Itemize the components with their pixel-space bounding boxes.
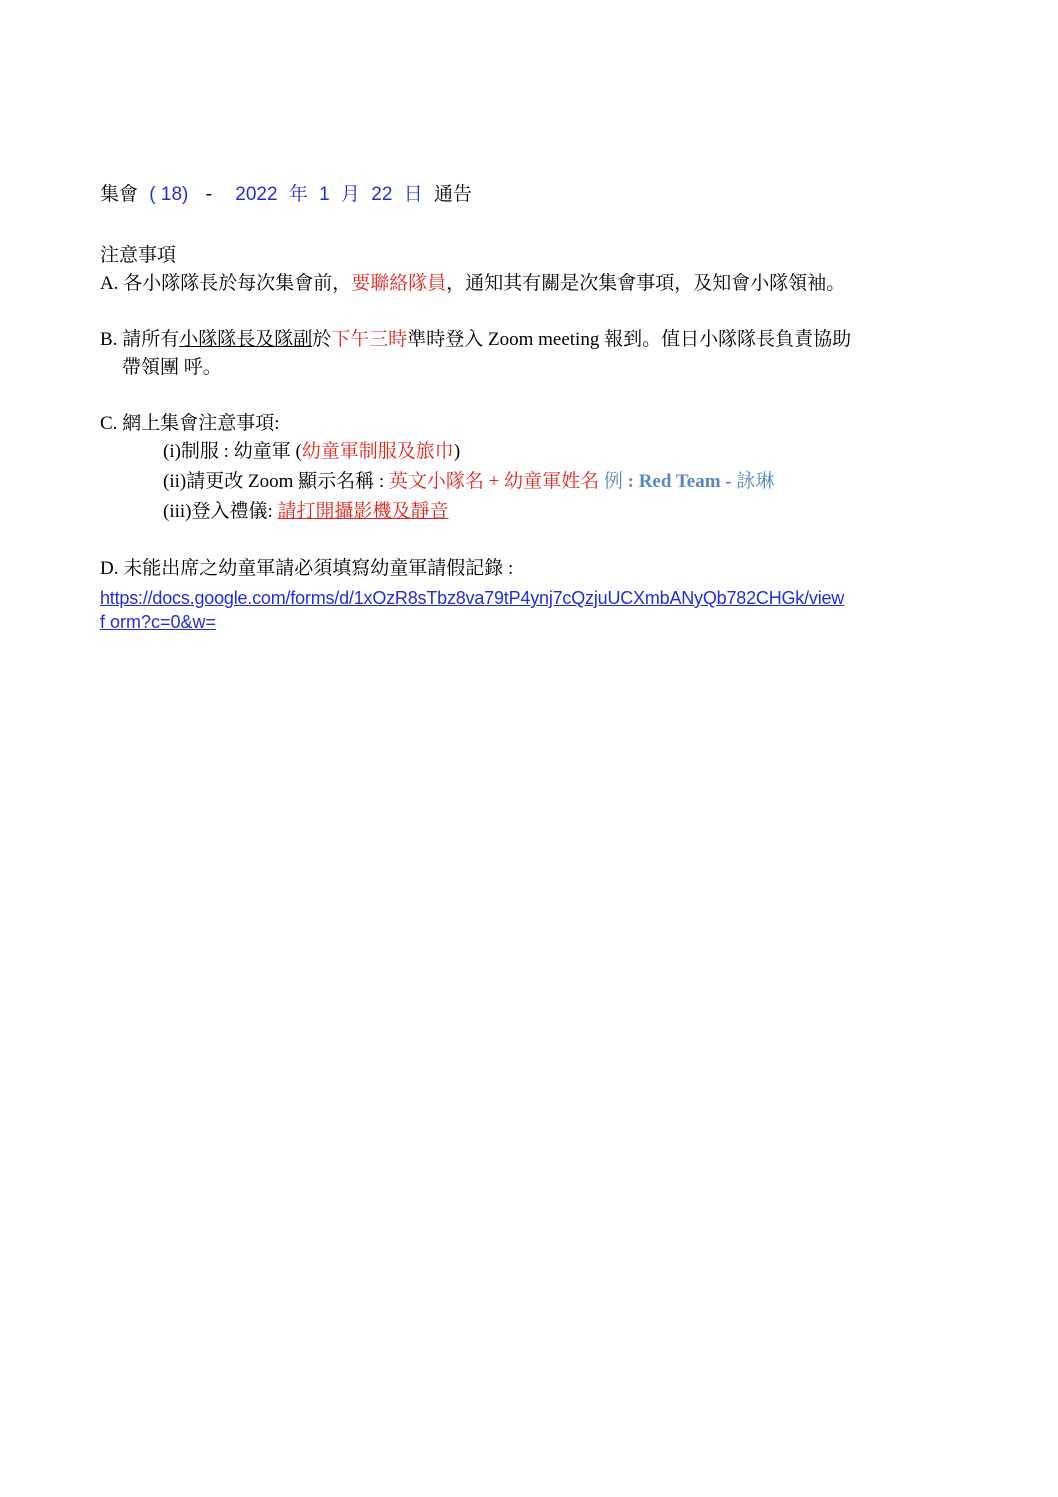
item-b-highlight: 下午三時	[331, 329, 408, 350]
item-b-text-1: 請所有	[122, 329, 180, 350]
item-c-marker: C.	[100, 413, 118, 434]
item-c-sub-3-highlight: 請打開攝影機及靜音	[277, 501, 449, 522]
leave-form-link-line-2[interactable]	[100, 609, 216, 635]
title-dash: -	[205, 184, 212, 205]
item-c-heading: 網上集會注意事項:	[122, 413, 280, 434]
title-day: 22	[371, 184, 393, 205]
title-prefix: 集會	[100, 184, 139, 205]
item-c-sub-1-text-1: (i)制服 : 幼童軍 (	[163, 441, 302, 462]
item-a-highlight: 要聯絡隊員	[351, 273, 447, 294]
item-b-marker: B.	[100, 329, 118, 350]
item-c-sub-1-highlight: 幼童軍制服及旅巾	[301, 441, 454, 462]
item-c-sub-2-example-label: 例	[599, 471, 623, 492]
item-b-line-2: 帶領團 呼。	[122, 357, 222, 378]
item-c-sub-3-text-1: (iii)登入禮儀:	[163, 501, 278, 522]
title-suffix: 通告	[434, 184, 473, 205]
item-a-text-2: ，通知其有關是次集會事項，及知會小隊領袖。	[446, 273, 846, 294]
title-month: 1	[319, 184, 330, 205]
item-c-sub-1-text-2: )	[453, 441, 461, 462]
item-b-text-3: 準時登入 Zoom meeting 報到。值日小隊隊長負責協助	[407, 329, 852, 350]
item-c-sub-1	[163, 439, 460, 465]
notice-title	[100, 182, 472, 208]
notes-heading: 注意事項	[100, 245, 177, 266]
item-d	[100, 556, 513, 582]
item-c	[100, 411, 279, 437]
title-year: 2022	[235, 184, 278, 205]
title-month-unit: 月	[340, 184, 360, 205]
leave-form-link[interactable]: https://docs.google.com/forms/d/1xOzR8sTbz8va79tP4ynj7cQzjuUCXmbANyQb782CHGk/view	[100, 588, 845, 608]
item-c-sub-2	[163, 469, 774, 495]
item-c-sub-2-example-en: : Red Team -	[622, 471, 737, 492]
item-d-text: 未能出席之幼童軍請必須填寫幼童軍請假記錄 :	[123, 558, 514, 579]
item-b-text-2: 於	[312, 329, 332, 350]
item-a-marker: A.	[100, 273, 119, 294]
item-b-underlined: 小隊隊長及隊副	[179, 329, 313, 350]
item-a-text-1: 各小隊隊長於每次集會前，	[123, 273, 352, 294]
item-c-sub-2-text-1: (ii)請更改 Zoom 顯示名稱 :	[163, 471, 389, 492]
item-c-sub-3	[163, 499, 449, 525]
leave-form-link-continued[interactable]: f orm?c=0&w=	[100, 612, 217, 632]
item-a	[100, 271, 845, 297]
title-year-unit: 年	[288, 184, 308, 205]
leave-form-link-line-1[interactable]	[100, 585, 844, 611]
title-day-unit: 日	[403, 184, 423, 205]
item-d-marker: D.	[100, 558, 119, 579]
item-c-sub-2-example-name: 詠琳	[736, 471, 775, 492]
title-number: ( 18)	[149, 184, 189, 205]
item-c-sub-2-highlight: 英文小隊名 + 幼童軍姓名	[388, 471, 600, 492]
item-b	[100, 327, 851, 353]
